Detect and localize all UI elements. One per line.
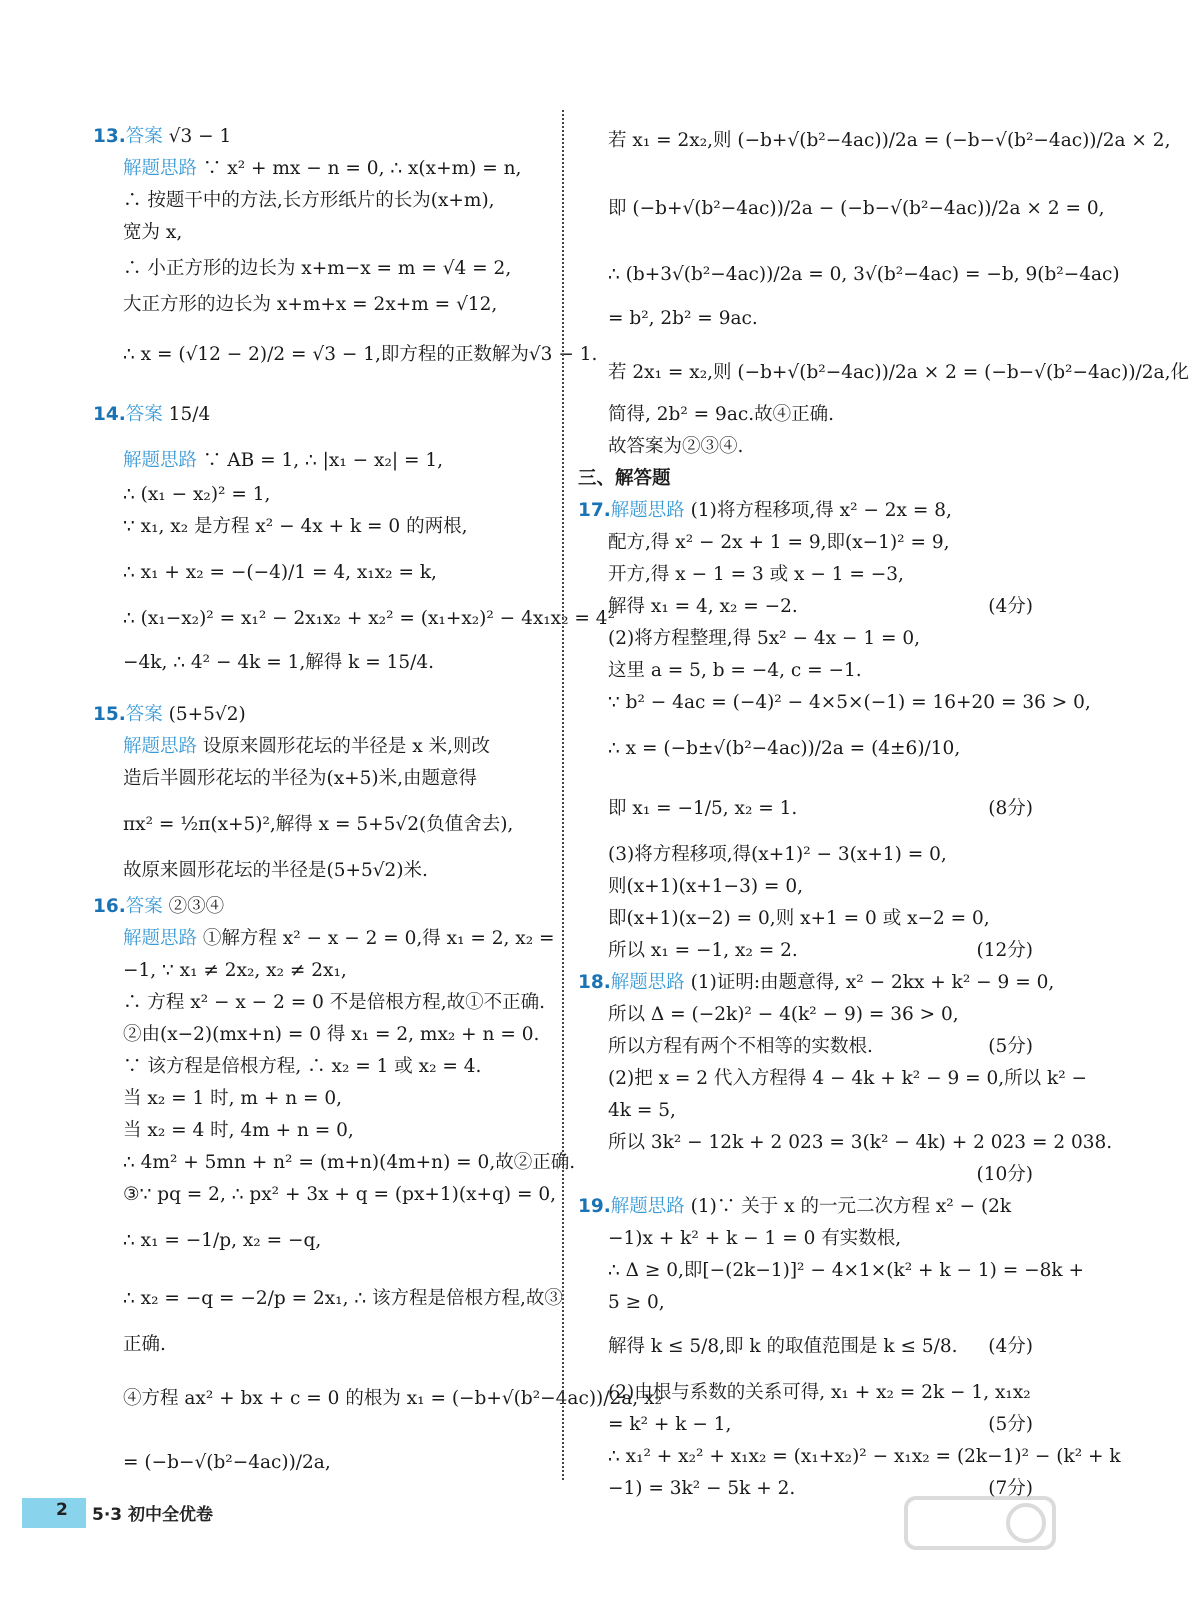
line-text: −1)x + k² + k − 1 = 0 有实数根, xyxy=(608,1228,902,1249)
question-number: 13. xyxy=(93,126,126,147)
score-label: (7分) xyxy=(988,1478,1033,1499)
text-line xyxy=(93,1022,539,1048)
text-line xyxy=(93,606,615,632)
line-text: 简得, 2b² = 9ac.故④正确. xyxy=(608,404,834,425)
text-line xyxy=(578,938,798,964)
text-line xyxy=(93,560,437,586)
text-line xyxy=(93,812,513,838)
score-label: (12分) xyxy=(976,940,1033,961)
line-text: 正确. xyxy=(123,1334,166,1355)
text-line xyxy=(578,306,758,332)
line-text: 则(x+1)(x+1−3) = 0, xyxy=(608,876,803,897)
text-line xyxy=(578,626,920,652)
text-line xyxy=(578,1412,731,1438)
score-label: (8分) xyxy=(988,798,1033,819)
line-text: (2)由根与系数的关系可得, x₁ + x₂ = 2k − 1, x₁x₂ xyxy=(608,1382,1031,1403)
text-line xyxy=(578,360,1189,386)
text-line xyxy=(93,650,434,676)
line-text: ∵ x² + mx − n = 0, ∴ x(x+m) = n, xyxy=(202,158,522,179)
line-text: 所以 Δ = (−2k)² − 4(k² − 9) = 36 > 0, xyxy=(608,1004,959,1025)
line-text: πx² = ½π(x+5)²,解得 x = 5+5√2(负值舍去), xyxy=(123,814,514,835)
text-line xyxy=(93,734,490,760)
line-text: 即 x₁ = −1/5, x₂ = 1. xyxy=(608,798,798,819)
text-line xyxy=(578,906,990,932)
line-text: ∴ 4m² + 5mn + n² = (m+n)(4m+n) = 0,故②正确. xyxy=(123,1152,576,1173)
column-divider xyxy=(562,110,564,1480)
text-line xyxy=(93,342,597,368)
text-line xyxy=(93,990,545,1016)
text-line xyxy=(578,1130,1112,1156)
line-text: ∴ x₁ + x₂ = −(−4)/1 = 4, x₁x₂ = k, xyxy=(123,562,437,583)
line-text: ④方程 ax² + bx + c = 0 的根为 x₁ = (−b+√(b²−4ac))/2a, x₂ xyxy=(123,1388,662,1409)
score-label: (4分) xyxy=(988,596,1033,617)
line-text: ③∵ pq = 2, ∴ px² + 3x + q = (px+1)(x+q) = 0, xyxy=(123,1184,556,1205)
text-line xyxy=(578,530,950,556)
text-line xyxy=(93,1228,321,1254)
label-tag: 答案 xyxy=(125,704,169,725)
text-line xyxy=(93,1450,331,1476)
text-line xyxy=(578,262,1120,288)
text-line xyxy=(578,690,1091,716)
text-line xyxy=(93,858,428,884)
line-text: 5 ≥ 0, xyxy=(608,1292,665,1313)
text-line xyxy=(578,196,1105,222)
line-text: (3)将方程移项,得(x+1)² − 3(x+1) = 0, xyxy=(608,844,947,865)
text-line xyxy=(578,594,798,620)
text-line xyxy=(93,1286,563,1312)
line-text: 造后半圆形花坛的半径为(x+5)米,由题意得 xyxy=(123,768,478,789)
text-line xyxy=(93,1086,342,1112)
question-number: 15. xyxy=(93,704,126,725)
text-line xyxy=(93,702,246,728)
label-tag: 解题思路 xyxy=(123,736,203,757)
label-tag: 解题思路 xyxy=(610,972,691,993)
line-text: −1) = 3k² − 5k + 2. xyxy=(608,1478,796,1499)
text-line xyxy=(93,402,210,428)
line-text: ∴ (x₁−x₂)² = x₁² − 2x₁x₂ + x₂² = (x₁+x₂)² − 4x₁x₂ = 4² xyxy=(123,608,615,629)
score-label: (5分) xyxy=(988,1036,1033,1057)
line-text: ∴ x₁ = −1/p, x₂ = −q, xyxy=(123,1230,322,1251)
text-line xyxy=(93,156,521,182)
text-line xyxy=(93,188,495,214)
line-text: 4k = 5, xyxy=(608,1100,676,1121)
text-line xyxy=(578,1226,901,1252)
line-text: √3 − 1 xyxy=(168,126,232,147)
line-text: ∴ Δ ≥ 0,即[−(2k−1)]² − 4×1×(k² + k − 1) = −8k + xyxy=(608,1260,1084,1281)
line-text: 这里 a = 5, b = −4, c = −1. xyxy=(608,660,862,681)
text-line xyxy=(578,1380,1031,1406)
line-text: = (−b−√(b²−4ac))/2a, xyxy=(123,1452,331,1473)
line-text: ∵ x₁, x₂ 是方程 x² − 4x + k = 0 的两根, xyxy=(123,516,468,537)
line-text: ②③④ xyxy=(168,896,225,917)
text-line xyxy=(93,448,443,474)
label-tag: 解题思路 xyxy=(123,928,203,949)
text-line xyxy=(578,658,862,684)
line-text: (1)将方程移项,得 x² − 2x = 8, xyxy=(690,500,952,521)
line-text: 大正方形的边长为 x+m+x = 2x+m = √12, xyxy=(123,294,498,315)
line-text: ∴ (b+3√(b²−4ac))/2a = 0, 3√(b²−4ac) = −b, 9(b²−4ac) xyxy=(608,264,1120,285)
line-text: ∴ x₂ = −q = −2/p = 2x₁, ∴ 该方程是倍根方程,故③ xyxy=(123,1288,563,1309)
line-text: (5+5√2) xyxy=(168,704,246,725)
book-title: 5·3 初中全优卷 xyxy=(92,1505,214,1525)
text-line xyxy=(578,1290,665,1316)
text-line xyxy=(578,1194,1011,1220)
line-text: ∴ 小正方形的边长为 x+m−x = m = √4 = 2, xyxy=(123,258,512,279)
text-line xyxy=(578,1098,676,1124)
text-line xyxy=(93,1182,556,1208)
label-tag: 解题思路 xyxy=(610,1196,691,1217)
line-text: ∴ 方程 x² − x − 2 = 0 不是倍根方程,故①不正确. xyxy=(123,992,546,1013)
line-text: ∴ x = (√12 − 2)/2 = √3 − 1,即方程的正数解为√3 − 1. xyxy=(123,344,598,365)
question-number: 14. xyxy=(93,404,126,425)
text-line xyxy=(93,482,270,508)
text-line xyxy=(578,1444,1121,1470)
line-text: 当 x₂ = 4 时, 4m + n = 0, xyxy=(123,1120,354,1141)
text-line xyxy=(578,1334,958,1360)
line-text: 设原来圆形花坛的半径是 x 米,则改 xyxy=(202,736,490,757)
text-line xyxy=(578,796,797,822)
line-text: 解得 x₁ = 4, x₂ = −2. xyxy=(608,596,798,617)
text-line xyxy=(578,970,1054,996)
text-line xyxy=(578,1034,873,1060)
text-line xyxy=(578,402,834,428)
line-text: ∴ (x₁ − x₂)² = 1, xyxy=(123,484,271,505)
line-text: = b², 2b² = 9ac. xyxy=(608,308,758,329)
text-line xyxy=(93,1150,575,1176)
text-line xyxy=(578,562,904,588)
line-text: 即 (−b+√(b²−4ac))/2a − (−b−√(b²−4ac))/2a × 2 = 0, xyxy=(608,198,1105,219)
score-label: (4分) xyxy=(988,1336,1033,1357)
text-line xyxy=(93,292,497,318)
line-text: ∵ AB = 1, ∴ |x₁ − x₂| = 1, xyxy=(202,450,444,471)
text-line xyxy=(93,124,231,150)
text-line xyxy=(93,220,182,246)
page-number: 2 xyxy=(56,1500,68,1520)
text-line xyxy=(93,926,555,952)
line-text: 开方,得 x − 1 = 3 或 x − 1 = −3, xyxy=(608,564,904,585)
line-text: 所以 3k² − 12k + 2 023 = 3(k² − 4k) + 2 023 = 2 038. xyxy=(608,1132,1113,1153)
line-text: 配方,得 x² − 2x + 1 = 9,即(x−1)² = 9, xyxy=(608,532,950,553)
line-text: ∴ 按题干中的方法,长方形纸片的长为(x+m), xyxy=(123,190,495,211)
text-line xyxy=(93,256,511,282)
line-text: = k² + k − 1, xyxy=(608,1414,732,1435)
line-text: ∵ b² − 4ac = (−4)² − 4×5×(−1) = 16+20 = 36 > 0, xyxy=(608,692,1091,713)
text-line xyxy=(93,1332,166,1358)
line-text: 即(x+1)(x−2) = 0,则 x+1 = 0 或 x−2 = 0, xyxy=(608,908,990,929)
score-label: (10分) xyxy=(976,1164,1033,1185)
line-text: ∴ x₁² + x₂² + x₁x₂ = (x₁+x₂)² − x₁x₂ = (2k−1)² − (k² + k xyxy=(608,1446,1121,1467)
section-heading: 三、解答题 xyxy=(578,468,671,489)
text-line xyxy=(578,1002,959,1028)
line-text: ①解方程 x² − x − 2 = 0,得 x₁ = 2, x₂ = xyxy=(202,928,555,949)
text-line xyxy=(578,466,671,492)
text-line xyxy=(93,1118,354,1144)
watermark-logo xyxy=(900,1490,1060,1570)
label-tag: 解题思路 xyxy=(123,450,203,471)
text-line xyxy=(93,958,347,984)
text-line xyxy=(93,514,467,540)
line-text: 所以方程有两个不相等的实数根. xyxy=(608,1036,873,1057)
label-tag: 答案 xyxy=(125,126,169,147)
text-line xyxy=(578,434,743,460)
line-text: −1, ∵ x₁ ≠ 2x₂, x₂ ≠ 2x₁, xyxy=(123,960,347,981)
line-text: (2)将方程整理,得 5x² − 4x − 1 = 0, xyxy=(608,628,920,649)
line-text: 故原来圆形花坛的半径是(5+5√2)米. xyxy=(123,860,428,881)
line-text: ∴ x = (−b±√(b²−4ac))/2a = (4±6)/10, xyxy=(608,738,961,759)
line-text: (1)证明:由题意得, x² − 2kx + k² − 9 = 0, xyxy=(690,972,1055,993)
line-text: 若 2x₁ = x₂,则 (−b+√(b²−4ac))/2a × 2 = (−b−√(b²−4ac))/2a,化 xyxy=(608,362,1189,383)
line-text: 当 x₂ = 1 时, m + n = 0, xyxy=(123,1088,343,1109)
text-line xyxy=(578,498,952,524)
text-line xyxy=(93,894,224,920)
label-tag: 解题思路 xyxy=(610,500,691,521)
text-line xyxy=(578,128,1170,154)
score-label: (5分) xyxy=(988,1414,1033,1435)
text-line xyxy=(578,1066,1087,1092)
text-line xyxy=(93,766,477,792)
line-text: 解得 k ≤ 5/8,即 k 的取值范围是 k ≤ 5/8. xyxy=(608,1336,958,1357)
question-number: 17. xyxy=(578,500,611,521)
question-number: 16. xyxy=(93,896,126,917)
text-line xyxy=(578,874,803,900)
text-line xyxy=(578,1476,795,1502)
footer-tab xyxy=(22,1498,86,1528)
text-line xyxy=(93,1386,662,1412)
question-number: 18. xyxy=(578,972,611,993)
line-text: (1)∵ 关于 x 的一元二次方程 x² − (2k xyxy=(690,1196,1012,1217)
label-tag: 答案 xyxy=(125,896,169,917)
question-number: 19. xyxy=(578,1196,611,1217)
line-text: 所以 x₁ = −1, x₂ = 2. xyxy=(608,940,798,961)
line-text: 故答案为②③④. xyxy=(608,436,744,457)
line-text: ②由(x−2)(mx+n) = 0 得 x₁ = 2, mx₂ + n = 0. xyxy=(123,1024,540,1045)
line-text: −4k, ∴ 4² − 4k = 1,解得 k = 15/4. xyxy=(123,652,435,673)
line-text: 15/4 xyxy=(168,404,211,425)
label-tag: 答案 xyxy=(125,404,169,425)
text-line xyxy=(578,736,960,762)
line-text: ∵ 该方程是倍根方程, ∴ x₂ = 1 或 x₂ = 4. xyxy=(123,1056,482,1077)
label-tag: 解题思路 xyxy=(123,158,203,179)
line-text: 若 x₁ = 2x₂,则 (−b+√(b²−4ac))/2a = (−b−√(b²−4ac))/2a × 2, xyxy=(608,130,1171,151)
text-line xyxy=(578,1258,1084,1284)
text-line xyxy=(93,1054,481,1080)
text-line xyxy=(578,842,947,868)
line-text: 宽为 x, xyxy=(123,222,183,243)
line-text: (2)把 x = 2 代入方程得 4 − 4k + k² − 9 = 0,所以 k² − xyxy=(608,1068,1088,1089)
